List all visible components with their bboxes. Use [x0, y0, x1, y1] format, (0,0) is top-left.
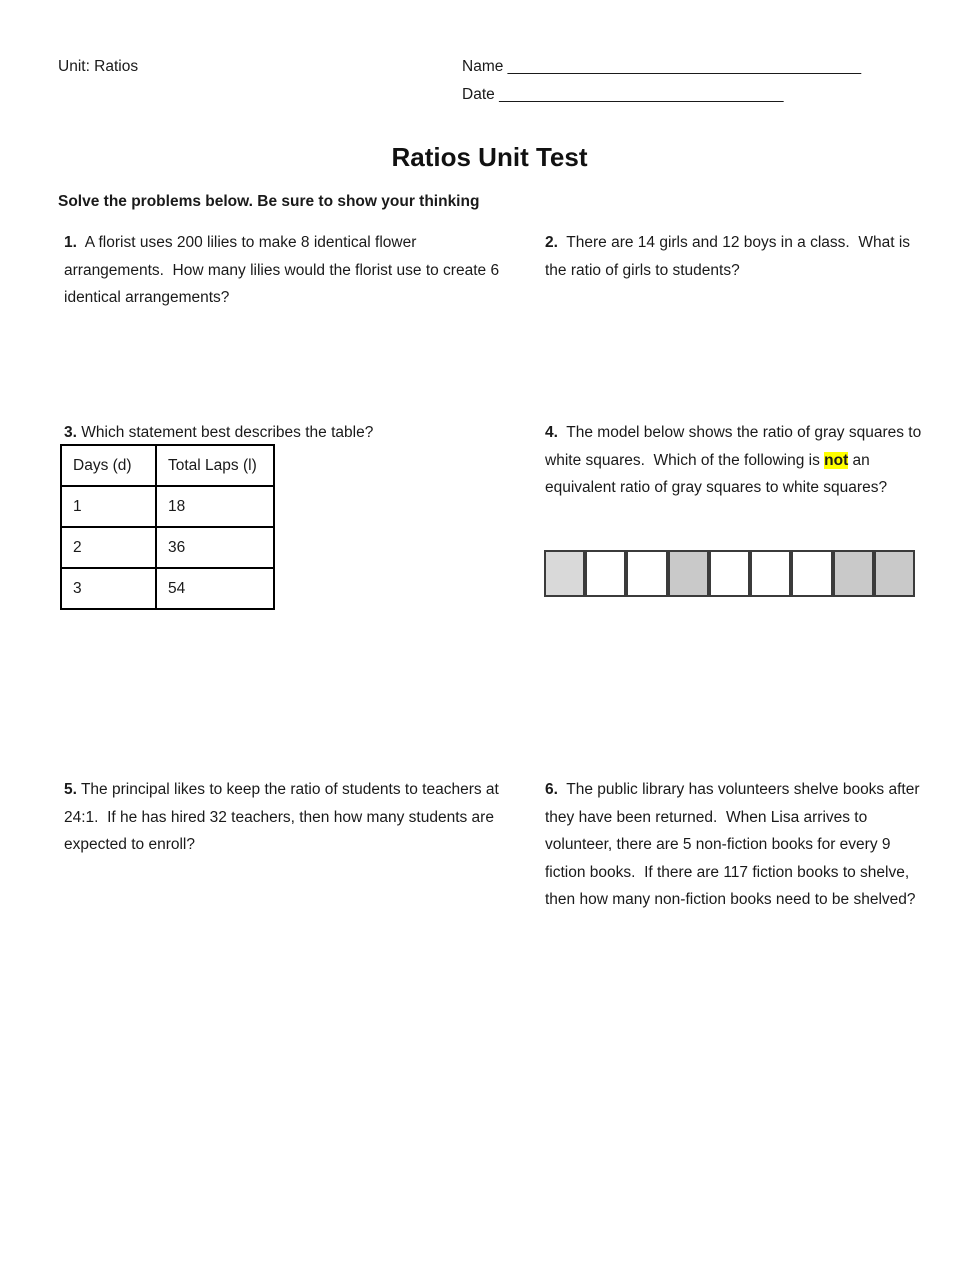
name-line: [462, 58, 861, 76]
problem-3-number: 3.: [64, 424, 77, 441]
table-row: [61, 486, 274, 527]
problem-4-text-after: an equivalent ratio of gray squares to white squares?: [545, 451, 888, 497]
problem-4: [545, 419, 925, 502]
table-row: [61, 527, 274, 568]
table-cell: 3: [61, 568, 156, 609]
model-square-white: [750, 550, 791, 597]
model-square-gray: [668, 550, 709, 597]
problem-5: [64, 776, 520, 859]
ratio-table: [60, 444, 275, 610]
problem-1-number: 1.: [64, 234, 77, 251]
date-blank-line: _________________________________: [499, 85, 784, 103]
problem-5-number: 5.: [64, 781, 77, 798]
name-label: Name: [462, 58, 508, 75]
table-header-cell: Total Laps (l): [156, 445, 274, 486]
table-cell: 54: [156, 568, 274, 609]
problem-6-number: 6.: [545, 781, 558, 798]
instruction-text: Solve the problems below. Be sure to show your thinking: [58, 193, 480, 210]
model-square-white: [585, 550, 626, 597]
page-title: Ratios Unit Test: [391, 142, 588, 172]
table-cell: 36: [156, 527, 274, 568]
table-header-row: [61, 445, 274, 486]
model-square-gray: [833, 550, 874, 597]
problem-5-text: The principal likes to keep the ratio of students to teachers at 24:1. If he has hired 32 teachers, then how many students are expected to enroll?: [64, 781, 504, 854]
problem-1-text: A florist uses 200 lilies to make 8 identical flower arrangements. How many lilies would the florist use to create 6 identical arrangements?: [64, 234, 504, 307]
problem-3: [64, 419, 516, 447]
table-cell: 18: [156, 486, 274, 527]
problem-4-text-before: The model below shows the ratio of gray squares to white squares. Which of the following is: [545, 424, 926, 469]
table-row: [61, 568, 274, 609]
problem-2: [545, 229, 923, 284]
problem-1: [64, 229, 516, 312]
model-square-white: [709, 550, 750, 597]
date-line: [462, 86, 784, 104]
problem-4-highlighted-word: not: [824, 451, 849, 469]
problem-6: [545, 776, 923, 914]
problem-3-text: Which statement best describes the table?: [76, 424, 374, 441]
table-header-cell: Days (d): [61, 445, 156, 486]
table-cell: 1: [61, 486, 156, 527]
problem-2-number: 2.: [545, 234, 558, 251]
name-blank-line: _________________________________________: [507, 58, 862, 75]
model-square-white: [791, 550, 832, 597]
ratio-model: [544, 550, 915, 597]
model-square-gray: [544, 550, 585, 597]
problem-2-text: There are 14 girls and 12 boys in a class. What is the ratio of girls to students?: [545, 234, 915, 279]
problem-4-number: 4.: [545, 424, 558, 441]
model-square-white: [626, 550, 667, 597]
unit-label: Unit: Ratios: [58, 58, 139, 75]
table-cell: 2: [61, 527, 156, 568]
model-square-gray: [874, 550, 915, 597]
problem-6-text: The public library has volunteers shelve books after they have been returned. When Lisa arrives to volunteer, there are 5 non-fiction books for every 9 fiction books. If there are 117 fiction books to shelve, then how many non-fiction books need to be shelved?: [545, 781, 924, 909]
date-label: Date: [462, 85, 500, 103]
